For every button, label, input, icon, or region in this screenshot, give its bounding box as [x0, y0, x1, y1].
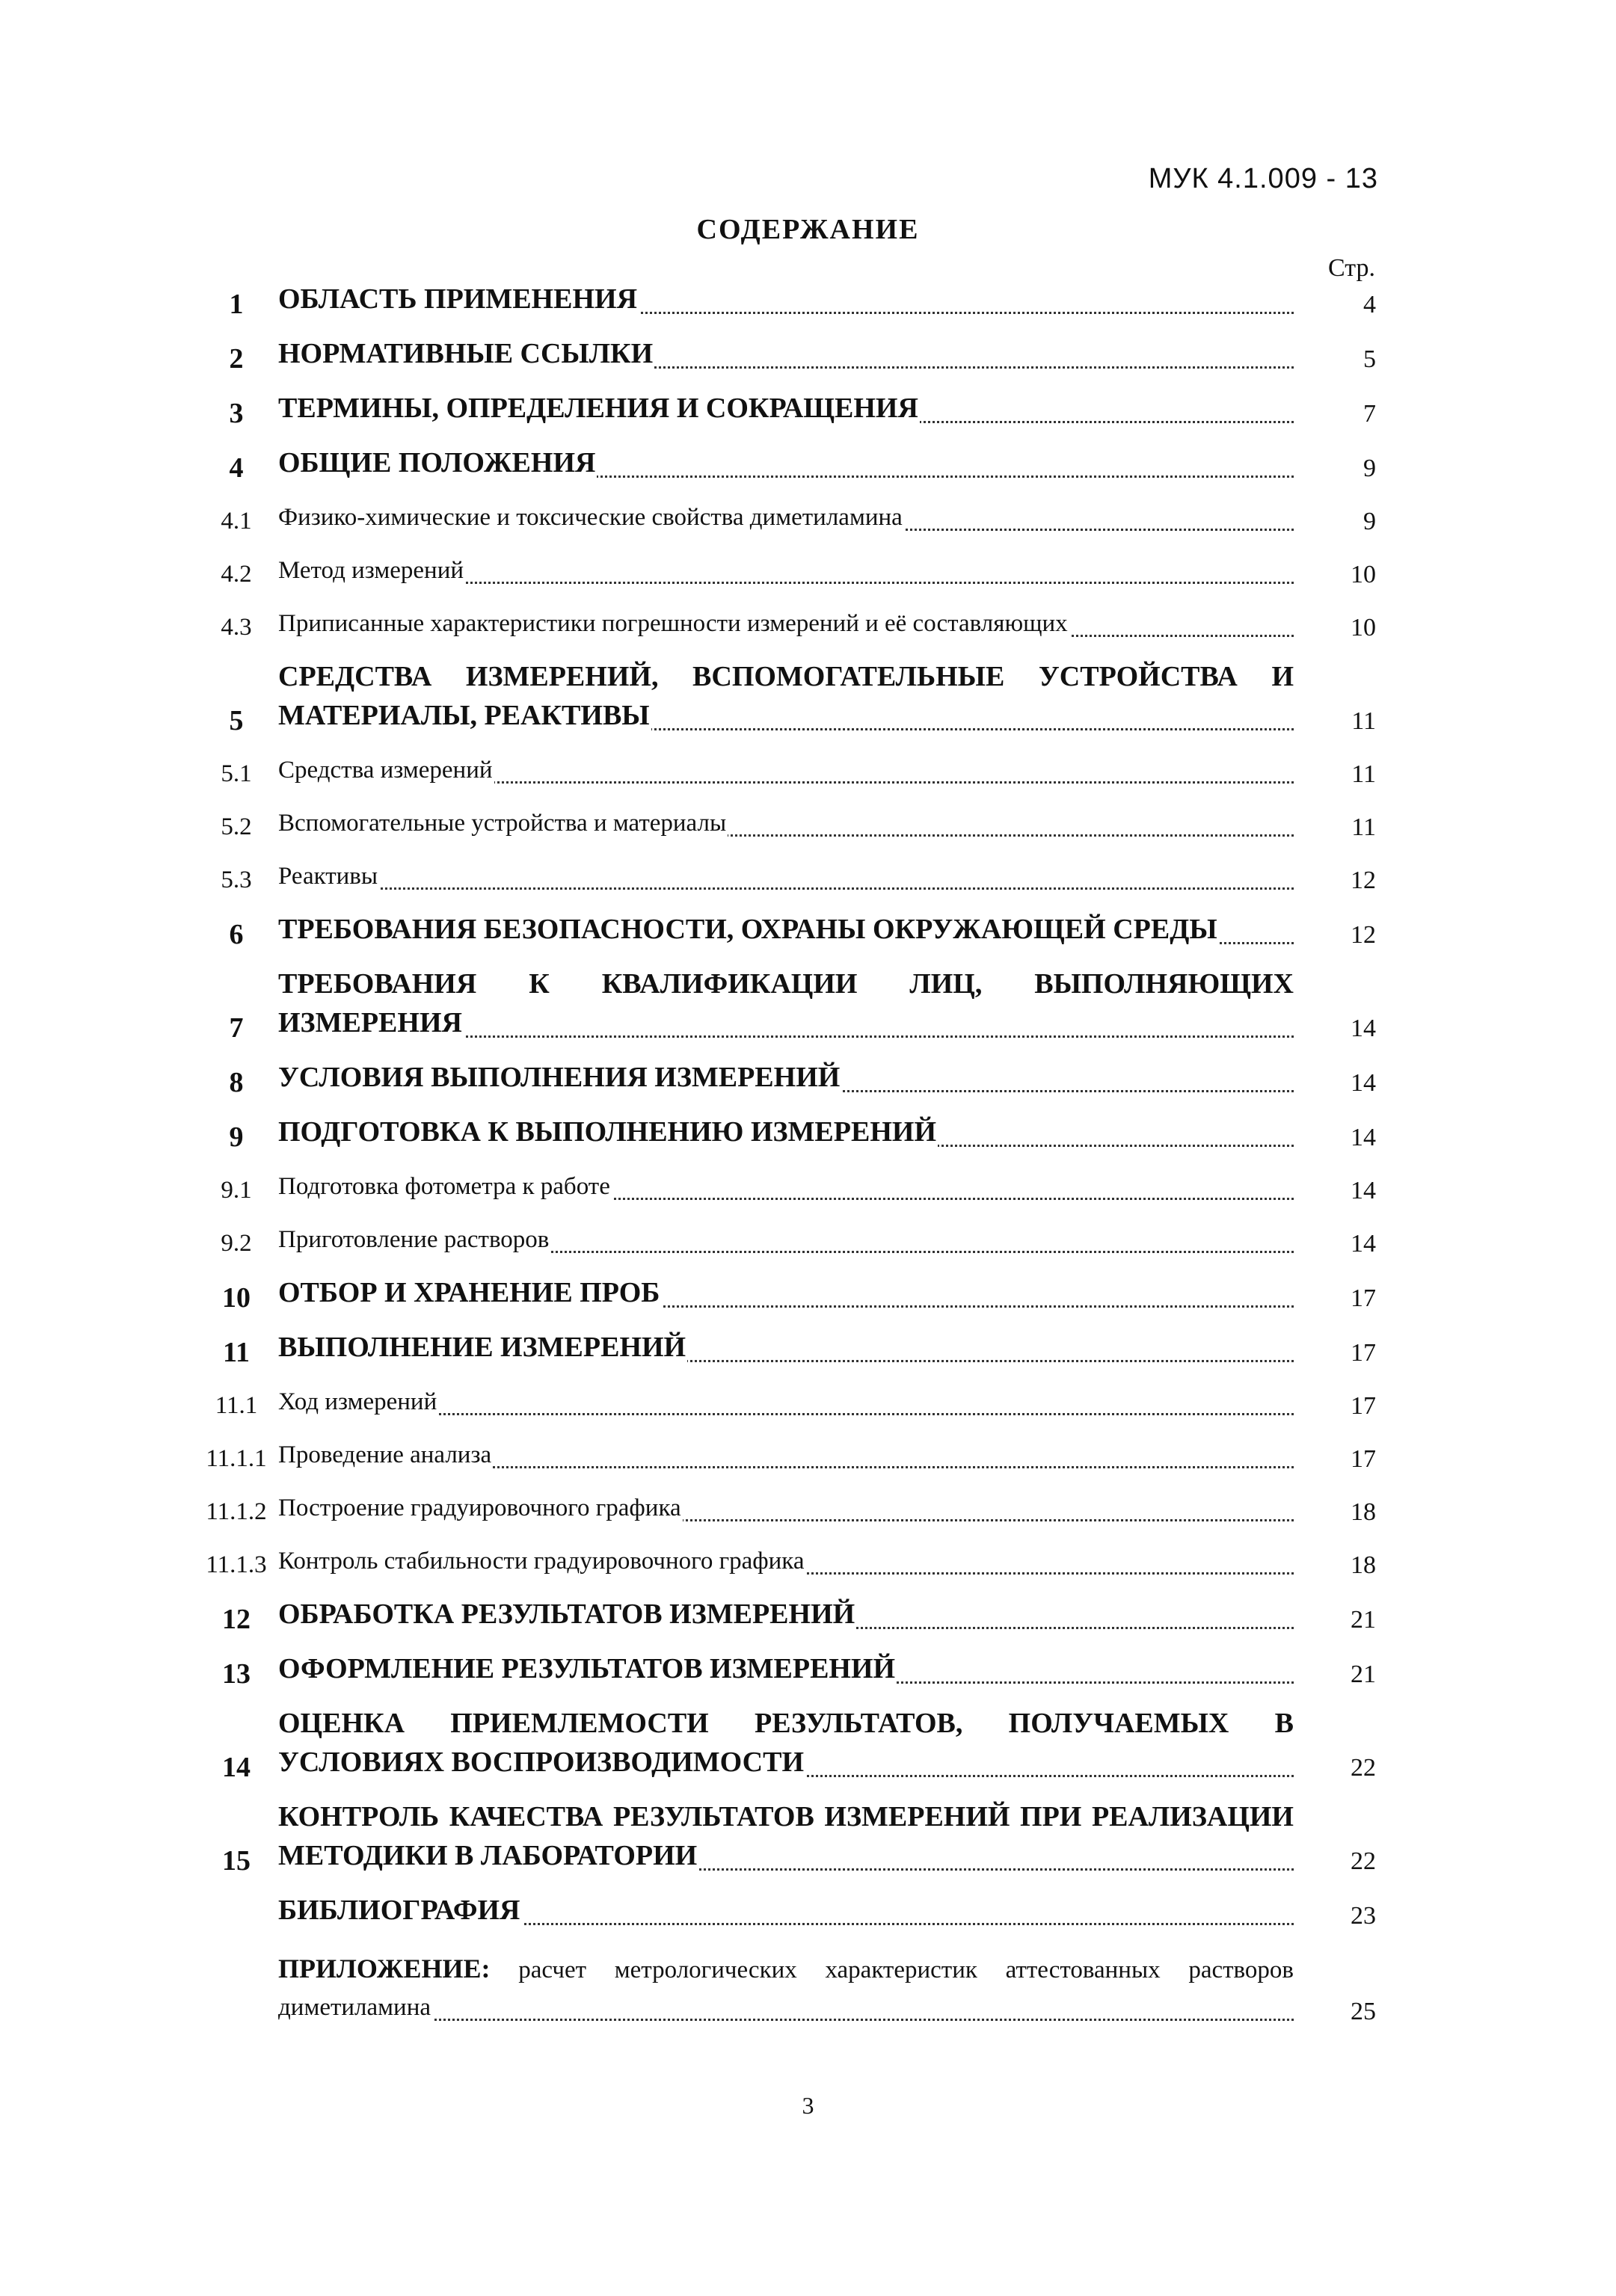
toc-entry-page: 23 [1351, 1902, 1376, 1930]
toc-entry-page: 11 [1351, 707, 1376, 735]
toc-entry-body [278, 1331, 1376, 1370]
toc-entry-title: ОБРАБОТКА РЕЗУЛЬТАТОВ ИЗМЕРЕНИЙ [278, 1598, 855, 1630]
toc-entry-number: 5 [229, 705, 244, 736]
toc-entry-title: Физико-химические и токсические свойства диметиламина [278, 504, 903, 531]
toc-entry-page: 17 [1351, 1339, 1376, 1367]
toc-entry-page: 9 [1363, 508, 1376, 535]
toc-entry [194, 660, 1376, 738]
toc-entry-page: 10 [1351, 614, 1376, 641]
toc-entry [194, 392, 1376, 431]
toc-entry-body [278, 1492, 1376, 1529]
toc-entry-body [278, 1170, 1376, 1207]
toc-entry [194, 1545, 1376, 1582]
toc-entry-title: Приготовление растворов [278, 1226, 550, 1253]
toc-entry-title: ТЕРМИНЫ, ОПРЕДЕЛЕНИЯ И СОКРАЩЕНИЯ [278, 393, 918, 424]
toc-entry-title: БИБЛИОГРАФИЯ [278, 1895, 520, 1926]
toc-entry-page: 18 [1351, 1498, 1376, 1526]
toc-entry-title: Контроль стабильности градуировочного графика [278, 1548, 805, 1575]
toc-entry-number: 4.1 [221, 508, 252, 535]
toc-entry-page: 14 [1351, 1069, 1376, 1097]
toc-entry-body [278, 501, 1376, 538]
toc-entry-number: 13 [222, 1658, 251, 1690]
toc-entry-body [278, 860, 1376, 897]
toc-entry-body [278, 1061, 1376, 1100]
toc-entry-number: 11 [223, 1337, 250, 1368]
toc-entry [194, 446, 1376, 485]
toc-title: СОДЕРЖАНИЕ [696, 214, 920, 245]
document-code: МУК 4.1.009 - 13 [1148, 163, 1378, 194]
toc-entry-title: ПОДГОТОВКА К ВЫПОЛНЕНИЮ ИЗМЕРЕНИЙ [278, 1116, 937, 1148]
toc-entry-page: 14 [1351, 1124, 1376, 1151]
toc-entry [194, 1170, 1376, 1207]
toc-entry-page: 5 [1363, 345, 1376, 373]
toc-entry-number: 9.2 [221, 1230, 252, 1257]
toc-entry-title: НОРМАТИВНЫЕ ССЫЛКИ [278, 338, 654, 369]
toc-entry-body [278, 1707, 1376, 1785]
toc-entry [194, 754, 1376, 791]
appendix-text: расчет метрологических характеристик аттестованных растворов диметиламина [278, 1957, 1294, 2021]
appendix-label: ПРИЛОЖЕНИЕ: [278, 1954, 491, 1983]
toc-entry-page: 11 [1351, 813, 1376, 841]
toc-entry [194, 1894, 1376, 1933]
toc-entry [194, 1492, 1376, 1529]
toc-entry [194, 860, 1376, 897]
toc-entry-body [278, 607, 1376, 644]
toc-entry-body [278, 1652, 1376, 1691]
toc-entry-page: 17 [1351, 1445, 1376, 1473]
toc-entry-number: 5.3 [221, 867, 252, 893]
toc-entry-body [278, 1385, 1376, 1423]
toc-entry-page: 17 [1351, 1392, 1376, 1420]
toc-entry-title: Средства измерений [278, 757, 493, 784]
toc-entry-number: 2 [229, 343, 244, 375]
toc-entry-body [278, 554, 1376, 591]
toc-entry [194, 967, 1376, 1045]
page-number: 3 [802, 2092, 814, 2119]
toc-entry [194, 1438, 1376, 1476]
toc-entry-number: 12 [222, 1604, 251, 1635]
toc-entry-page: 18 [1351, 1551, 1376, 1579]
toc-entry-body [278, 754, 1376, 791]
toc-entry-title: ОТБОР И ХРАНЕНИЕ ПРОБ [278, 1277, 660, 1308]
toc-entry-page: 14 [1351, 1015, 1376, 1042]
toc-entry-body [278, 660, 1376, 738]
toc-entry-title: Приписанные характеристики погрешности измерений и её составляющих [278, 610, 1068, 637]
toc-entry-title: ОБЩИЕ ПОЛОЖЕНИЯ [278, 447, 596, 478]
toc-entry [194, 337, 1376, 376]
toc-entry-title: ОФОРМЛЕНИЕ РЕЗУЛЬТАТОВ ИЗМЕРЕНИЙ [278, 1653, 896, 1684]
toc-entry-body [278, 1438, 1376, 1476]
toc-appendix-title [278, 1954, 1294, 2021]
toc-entry [194, 1707, 1376, 1785]
toc-entry-number: 11.1.3 [206, 1551, 267, 1578]
toc-entry-body [278, 1894, 1376, 1933]
page-column-header: Стр. [1327, 254, 1375, 282]
toc-entry-body [278, 1223, 1376, 1261]
toc-entry [194, 607, 1376, 644]
toc-entry [194, 913, 1376, 952]
toc-entry-body [278, 283, 1376, 321]
toc-entry-number: 4.2 [221, 561, 252, 588]
toc-entry-body [278, 1545, 1376, 1582]
toc-entry-page: 22 [1351, 1754, 1376, 1782]
toc-entry [194, 1276, 1376, 1315]
toc-entry-body [278, 1800, 1376, 1878]
toc-entry-page: 14 [1351, 1230, 1376, 1258]
toc-entry-number: 5.1 [221, 760, 252, 787]
toc-entry-number: 5.2 [221, 813, 252, 840]
toc-entry-title: УСЛОВИЯ ВЫПОЛНЕНИЯ ИЗМЕРЕНИЙ [278, 1062, 841, 1093]
toc-entry [194, 1331, 1376, 1370]
toc-entry-number: 1 [229, 289, 244, 320]
toc-appendix-entry [194, 1952, 1376, 2028]
toc-entry-title: ВЫПОЛНЕНИЕ ИЗМЕРЕНИЙ [278, 1332, 686, 1363]
toc-entry-body [278, 1598, 1376, 1637]
toc-entry-title: Реактивы [278, 863, 378, 890]
toc-entry-number: 11.1.1 [206, 1445, 267, 1472]
toc-entry [194, 1800, 1376, 1878]
toc-entry-number: 11.1 [215, 1392, 258, 1419]
toc-entry-title: ОЦЕНКА ПРИЕМЛЕМОСТИ РЕЗУЛЬТАТОВ, ПОЛУЧАЕМЫХ В УСЛОВИЯХ ВОСПРОИЗВОДИМОСТИ [278, 1708, 1294, 1778]
toc-entry [194, 1223, 1376, 1261]
toc-entry-title: ОБЛАСТЬ ПРИМЕНЕНИЯ [278, 283, 638, 315]
toc-entry-title: СРЕДСТВА ИЗМЕРЕНИЙ, ВСПОМОГАТЕЛЬНЫЕ УСТРОЙСТВА И МАТЕРИАЛЫ, РЕАКТИВЫ [278, 661, 1294, 731]
toc-entry-number: 3 [229, 398, 244, 429]
toc-entry [194, 1385, 1376, 1423]
toc-entry-number: 14 [222, 1752, 251, 1783]
toc-entry-page: 21 [1351, 1606, 1376, 1634]
toc-entry-title: ТРЕБОВАНИЯ БЕЗОПАСНОСТИ, ОХРАНЫ ОКРУЖАЮЩЕЙ СРЕДЫ [278, 914, 1217, 945]
toc-entry-title: Метод измерений [278, 557, 464, 584]
toc-entry-body [278, 1952, 1376, 2028]
toc-entry-body [278, 1115, 1376, 1154]
toc-entry-title: Подготовка фотометра к работе [278, 1173, 610, 1200]
toc-entry-page: 22 [1351, 1847, 1376, 1875]
toc-entry-page: 7 [1363, 400, 1376, 428]
toc-entry-body [278, 913, 1376, 952]
toc-entry-body [278, 807, 1376, 844]
toc-entry-number: 11.1.2 [206, 1498, 267, 1525]
toc-entry-number: 4.3 [221, 614, 252, 641]
toc-entry-number: 9.1 [221, 1177, 252, 1204]
toc-entry [194, 1061, 1376, 1100]
toc-entry-number: 4 [229, 452, 244, 484]
table-of-contents [194, 283, 1376, 2044]
toc-entry [194, 554, 1376, 591]
toc-entry-number: 7 [229, 1012, 244, 1044]
toc-entry-title: ТРЕБОВАНИЯ К КВАЛИФИКАЦИИ ЛИЦ, ВЫПОЛНЯЮЩИХ ИЗМЕРЕНИЯ [278, 968, 1294, 1038]
toc-entry [194, 501, 1376, 538]
toc-entry-page: 12 [1351, 867, 1376, 894]
toc-entry-number: 9 [229, 1121, 244, 1153]
toc-entry-page: 21 [1351, 1661, 1376, 1688]
toc-entry-number: 6 [229, 919, 244, 950]
toc-entry [194, 1652, 1376, 1691]
toc-entry-page: 4 [1363, 291, 1376, 318]
toc-entry-page: 9 [1363, 455, 1376, 482]
toc-entry-body [278, 446, 1376, 485]
toc-entry-page: 11 [1351, 760, 1376, 788]
toc-entry [194, 1115, 1376, 1154]
toc-entry-title: Проведение анализа [278, 1441, 492, 1468]
toc-entry-title: Ход измерений [278, 1388, 437, 1415]
toc-entry-number: 10 [222, 1282, 251, 1314]
toc-entry-page: 12 [1351, 921, 1376, 949]
toc-entry-page: 10 [1351, 561, 1376, 588]
toc-entry-body [278, 1276, 1376, 1315]
toc-entry [194, 1598, 1376, 1637]
toc-entry [194, 807, 1376, 844]
toc-entry-page: 25 [1351, 1998, 1376, 2025]
toc-entry-title: КОНТРОЛЬ КАЧЕСТВА РЕЗУЛЬТАТОВ ИЗМЕРЕНИЙ ПРИ РЕАЛИЗАЦИИ МЕТОДИКИ В ЛАБОРАТОРИИ [278, 1801, 1294, 1871]
toc-entry [194, 283, 1376, 321]
toc-entry-title: Вспомогательные устройства и материалы [278, 810, 727, 837]
toc-entry-number: 8 [229, 1067, 244, 1098]
toc-entry-body [278, 392, 1376, 431]
toc-entry-number: 15 [222, 1845, 251, 1877]
toc-entry-page: 14 [1351, 1177, 1376, 1204]
toc-entry-body [278, 967, 1376, 1045]
toc-entry-page: 17 [1351, 1284, 1376, 1312]
toc-entry-body [278, 337, 1376, 376]
toc-entry-title: Построение градуировочного графика [278, 1495, 681, 1521]
